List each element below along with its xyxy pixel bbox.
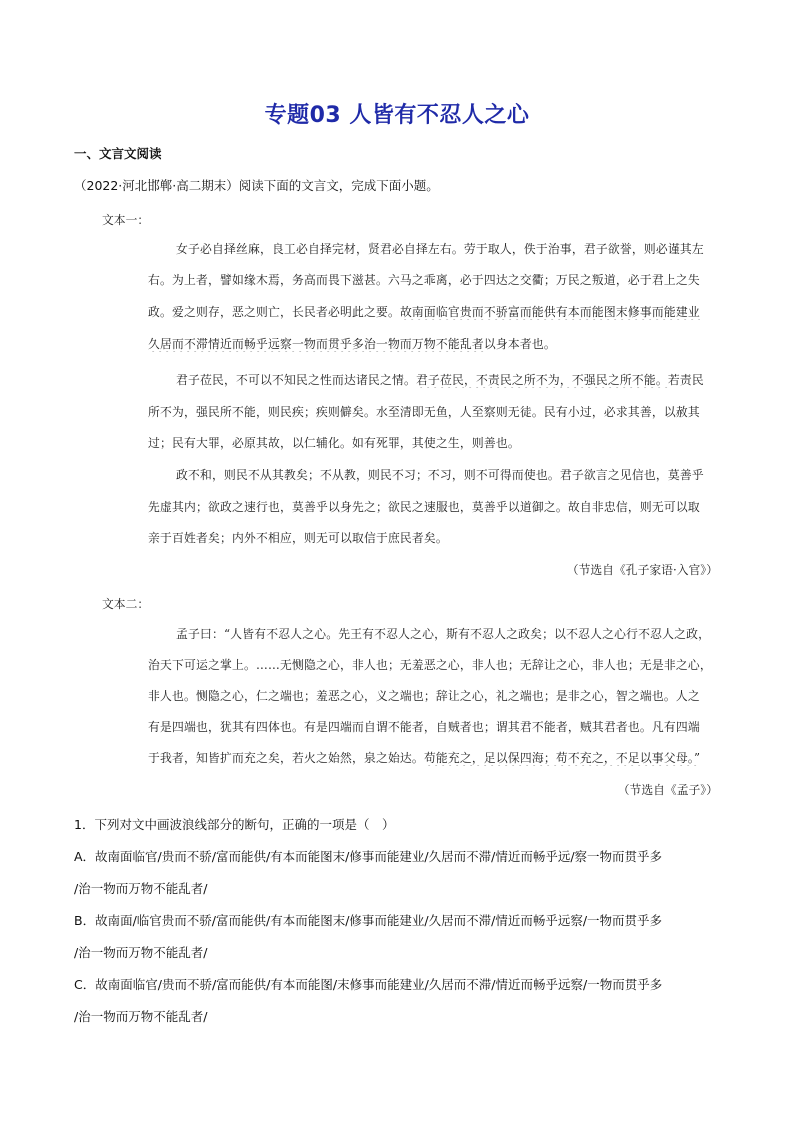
text2-line3: 非人也。恻隐之心，仁之端也；羞恶之心，义之端也；辞让之心，礼之端也；是非之心，智之端也。人之 bbox=[148, 689, 700, 703]
option-c-line2[interactable]: /治一物而万物不能乱者/ bbox=[74, 1009, 208, 1024]
option-a-line2[interactable]: /治一物而万物不能乱者/ bbox=[74, 881, 208, 896]
option-c-line1[interactable]: C．故南面临官/贵而不骄/富而能供/有本而能图/末修事而能建业/久居而不滞/情近而畅乎远察/一物而贯乎多 bbox=[74, 977, 663, 992]
text1-p2-line2: 所不为，强民所不能，则民疾；疾则僻矣。水至清即无鱼，人至察则无徒。民有小过，必求其善，以赦其 bbox=[148, 405, 700, 419]
text1-p2-line1 bbox=[148, 371, 794, 388]
question-intro: （2022·河北邯郸·高二期末）阅读下面的文言文，完成下面小题。 bbox=[74, 178, 439, 193]
underlined-sentence: 君子莅民，不责民之所不为，不强民之所不能。 bbox=[415, 373, 668, 387]
question-1-stem: 1．下列对文中画波浪线部分的断句，正确的一项是（ ） bbox=[74, 817, 395, 832]
text2-line1: 孟子曰：“人皆有不忍人之心。先王有不忍人之心，斯有不忍人之政矣；以不忍人之心行不忍人之政， bbox=[176, 627, 711, 641]
text1-p2-line1-plain: 君子莅民，不可以不知民之性而达诸民之情。 bbox=[176, 373, 416, 387]
option-b-line2[interactable]: /治一物而万物不能乱者/ bbox=[74, 945, 208, 960]
section-heading: 一、文言文阅读 bbox=[74, 146, 162, 161]
option-a-line1[interactable]: A．故南面临官/贵而不骄/富而能供/有本而能图末/修事而能建业/久居而不滞/情近而畅乎远/察一物而贯乎多 bbox=[74, 849, 663, 864]
text2-source: （节选自《孟子》） bbox=[617, 783, 718, 797]
text1-p3-line1: 政不和，则民不从其教矣；不从教，则民不习；不习，则不可得而使也。君子欲言之见信也，莫善乎 bbox=[176, 468, 704, 482]
option-b-line1[interactable]: B．故南面/临官贵而不骄/富而能供/有本而能图末/修事而能建业/久居而不滞/情近而畅乎远察/一物而贯乎多 bbox=[74, 913, 663, 928]
underlined-sentence-mencius: 苟能充之，足以保四海；苟不充之，不足以事父母。” bbox=[423, 751, 701, 765]
text1-source: （节选自《孔子家语·入官》） bbox=[566, 563, 718, 577]
text1-p1-line3-plain: 政。爱之则存，恶之则亡，长民者必明此之要。 bbox=[148, 305, 400, 319]
text1-p1-line1: 女子必自择丝麻，良工必自择完材，贤君必自择左右。劳于取人，佚于治事，君子欲誉，则必谨其左 bbox=[176, 242, 704, 256]
text1-p1-line3 bbox=[148, 303, 794, 320]
text2-line5-plain: 于我者，知皆扩而充之矣，若火之始然，泉之始达。 bbox=[148, 751, 424, 765]
text1-p1-line2: 右。为上者，譬如缘木焉，务高而畏下滋甚。六马之乖离，必于四达之交衢；万民之叛道，必于君上之失 bbox=[148, 273, 700, 287]
text2-line4: 有是四端也，犹其有四体也。有是四端而自谓不能者，自贼者也；谓其君不能者，贼其君者也。凡有四端 bbox=[148, 720, 700, 734]
text2-line2: 治天下可运之掌上。……无恻隐之心，非人也；无羞恶之心，非人也；无辞让之心，非人也；无是非之心， bbox=[148, 658, 712, 672]
wavy-underlined-sentence-cont: 久居而不滞情近而畅乎远察一物而贯乎多治一物而万物不能乱者 bbox=[148, 337, 484, 351]
text1-p2-line1-tail: 若责民 bbox=[667, 373, 704, 387]
text2-label: 文本二： bbox=[102, 597, 150, 611]
wavy-underlined-sentence: 故南面临官贵而不骄富而能供有本而能图末修事而能建业 bbox=[399, 305, 700, 319]
text1-p1-line4-plain: 以身本者也。 bbox=[483, 337, 556, 351]
text1-p3-line2: 先虚其内；欲政之速行也，莫善乎以身先之；欲民之速服也，莫善乎以道御之。故自非忠信，则无可以取 bbox=[148, 500, 700, 514]
page-title: 专题03 人皆有不忍人之心 bbox=[264, 103, 530, 128]
text1-p2-line3: 过；民有大罪，必原其故，以仁辅化。如有死罪，其使之生，则善也。 bbox=[148, 436, 520, 450]
text1-p3-line3: 亲于百姓者矣；内外不相应，则无可以取信于庶民者矣。 bbox=[148, 531, 448, 545]
text2-line5 bbox=[148, 749, 794, 766]
text1-p1-line4 bbox=[148, 335, 794, 352]
text1-label: 文本一： bbox=[102, 213, 150, 227]
